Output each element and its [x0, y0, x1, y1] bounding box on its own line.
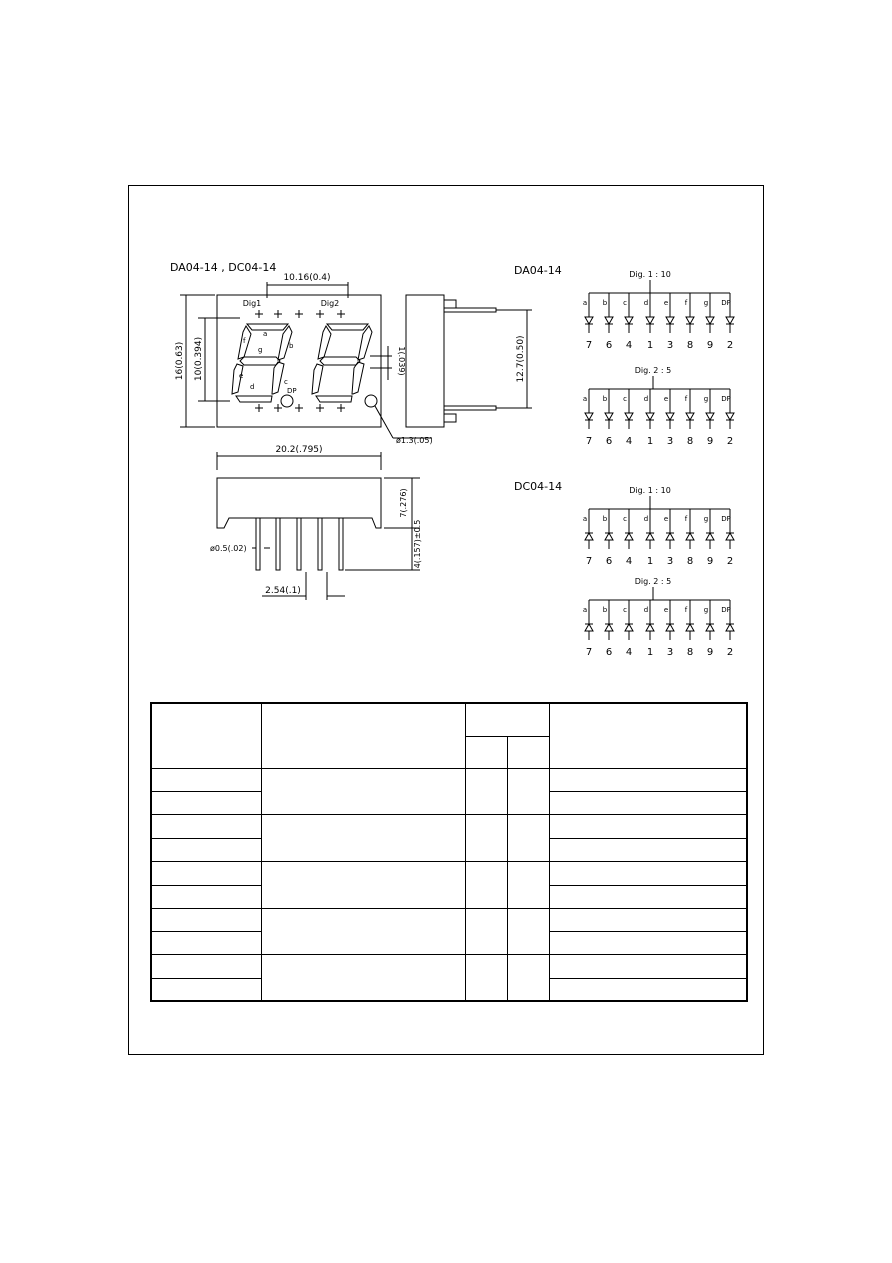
diode-symbol: [585, 624, 593, 631]
table-header-cell: [261, 703, 465, 768]
pin-markers: [255, 310, 345, 412]
diode-symbol: [625, 624, 633, 631]
segment-label: e: [663, 606, 669, 614]
diode-symbol: [726, 413, 734, 420]
seg-dp-label: DP: [287, 387, 297, 395]
segment-label: g: [703, 395, 709, 403]
dim-hole-label: ø1.3(.05): [396, 436, 433, 445]
segment-label: DP: [721, 395, 731, 403]
pin-number: 9: [706, 436, 714, 447]
seg-a-label: a: [263, 330, 268, 338]
table-cell: [151, 908, 261, 931]
table-cell: [549, 885, 747, 908]
table-cell: [549, 838, 747, 861]
diode-symbol: [686, 533, 694, 540]
pin-number: 7: [585, 556, 593, 567]
table-cell: [261, 861, 465, 908]
pin-number: 1: [646, 647, 654, 658]
pin-number: 6: [605, 556, 613, 567]
pin-number: 1: [646, 340, 654, 351]
table-header-cell: [465, 703, 549, 736]
diode-symbol: [625, 413, 633, 420]
segment-label: a: [582, 395, 588, 403]
diode-symbol: [605, 317, 613, 324]
pin-number: 8: [686, 340, 694, 351]
table-cell: [465, 861, 507, 908]
digit-2-dp: [365, 395, 377, 407]
pin-number: 3: [666, 647, 674, 658]
segment-label: b: [602, 606, 608, 614]
segment-label: e: [663, 299, 669, 307]
dim-pitch-label: 10.16(0.4): [283, 273, 331, 283]
table-cell: [507, 954, 549, 1001]
seg-b-label: b: [289, 342, 294, 350]
diode-symbol: [646, 317, 654, 324]
seg-g-label: g: [258, 346, 263, 354]
dc-circuit-title: DC04-14: [514, 480, 563, 493]
table-cell: [151, 954, 261, 978]
dim-pin-length-label: 4(.157)±0.5: [413, 519, 422, 569]
seg-f-label: f: [243, 337, 246, 345]
segment-label: f: [684, 299, 688, 307]
table-cell: [549, 768, 747, 791]
circuit-da-dig2: [583, 366, 734, 447]
segment-label: DP: [721, 299, 731, 307]
diode-symbol: [706, 624, 714, 631]
diode-symbol: [646, 413, 654, 420]
diode-symbol: [646, 533, 654, 540]
table-cell: [151, 838, 261, 861]
table-cell: [261, 908, 465, 954]
segment-label: a: [582, 299, 588, 307]
pin-number: 8: [686, 647, 694, 658]
diode-symbol: [625, 317, 633, 324]
pin-number: 1: [646, 436, 654, 447]
segment-label: f: [684, 395, 688, 403]
segment-label: d: [643, 606, 649, 614]
bottom-view-pins: [256, 518, 343, 570]
pin-number: 2: [726, 340, 734, 351]
segment-label: a: [582, 515, 588, 523]
segment-label: d: [643, 395, 649, 403]
segment-label: g: [703, 299, 709, 307]
table-cell: [507, 814, 549, 861]
digit-2-outline: [312, 324, 372, 402]
pin-number: 4: [625, 340, 633, 351]
seg-c-label: c: [284, 378, 288, 386]
diode-symbol: [706, 413, 714, 420]
pin-number: 7: [585, 340, 593, 351]
segment-label: b: [602, 395, 608, 403]
dig2-label: Dig2: [320, 299, 340, 308]
table-cell: [465, 954, 507, 1001]
table-cell: [549, 908, 747, 931]
pin-number: 2: [726, 556, 734, 567]
table-cell: [151, 885, 261, 908]
pin-number: 8: [686, 436, 694, 447]
pin-number: 4: [625, 556, 633, 567]
circuit-dc-dig1: [583, 486, 734, 567]
segment-label: e: [663, 395, 669, 403]
segment-label: b: [602, 515, 608, 523]
table-cell: [507, 768, 549, 814]
segment-label: d: [643, 299, 649, 307]
table-cell: [261, 768, 465, 814]
diode-symbol: [666, 413, 674, 420]
table-cell: [151, 931, 261, 954]
segment-label: g: [703, 606, 709, 614]
table-header-cell: [549, 703, 747, 768]
common-label: Dig. 1 : 10: [629, 486, 671, 495]
table-cell: [549, 954, 747, 978]
da-circuit-title: DA04-14: [514, 264, 562, 277]
diode-symbol: [666, 317, 674, 324]
table-cell: [549, 791, 747, 814]
table-cell: [151, 861, 261, 885]
diode-symbol: [666, 533, 674, 540]
segment-label: c: [623, 515, 627, 523]
pin-number: 7: [585, 436, 593, 447]
seg-e-label: e: [239, 372, 244, 380]
diode-symbol: [585, 413, 593, 420]
pin-number: 3: [666, 556, 674, 567]
pin-number: 7: [585, 647, 593, 658]
diode-symbol: [605, 413, 613, 420]
dim-width-label: 20.2(.795): [275, 445, 323, 455]
diode-symbol: [726, 624, 734, 631]
pin-number: 6: [605, 340, 613, 351]
pin-number: 9: [706, 647, 714, 658]
pin-number: 2: [726, 647, 734, 658]
pin-number: 2: [726, 436, 734, 447]
segment-label: c: [623, 299, 627, 307]
bottom-view-body: [217, 478, 381, 528]
diode-symbol: [726, 317, 734, 324]
spec-table: [150, 702, 748, 1002]
segment-label: d: [643, 515, 649, 523]
dim-digit-height-label: 10(0.394): [194, 336, 204, 382]
table-cell: [151, 978, 261, 1001]
table-cell: [549, 931, 747, 954]
dim-pin-diameter-label: ø0.5(.02): [210, 544, 247, 553]
pin-number: 1: [646, 556, 654, 567]
segment-label: c: [623, 395, 627, 403]
dim-pin-pitch-label: 2.54(.1): [265, 586, 301, 596]
table-cell: [465, 908, 507, 954]
segment-label: c: [623, 606, 627, 614]
dim-body-height-label: 7(.276): [399, 488, 408, 518]
diode-symbol: [686, 317, 694, 324]
pin-number: 6: [605, 647, 613, 658]
table-cell: [549, 814, 747, 838]
common-label: Dig. 2 : 5: [634, 577, 672, 586]
table-cell: [507, 908, 549, 954]
table-cell: [151, 791, 261, 814]
diode-symbol: [646, 624, 654, 631]
diode-symbol: [686, 624, 694, 631]
table-header-cell: [507, 736, 549, 768]
diode-symbol: [605, 533, 613, 540]
table-cell: [261, 954, 465, 1001]
front-view-title: DA04-14 , DC04-14: [170, 261, 277, 274]
pin-number: 6: [605, 436, 613, 447]
digit-1-outline: [232, 324, 292, 402]
segment-label: f: [684, 515, 688, 523]
diode-symbol: [726, 533, 734, 540]
diode-symbol: [706, 317, 714, 324]
dim-pin-spacing-label: 12.7(0.50): [516, 335, 526, 383]
digit-1-dp: [281, 395, 293, 407]
diode-symbol: [585, 533, 593, 540]
segment-label: DP: [721, 515, 731, 523]
table-header-cell: [465, 736, 507, 768]
table-cell: [151, 814, 261, 838]
segment-label: a: [582, 606, 588, 614]
dim-height-label: 16(0.63): [175, 341, 185, 381]
segment-label: e: [663, 515, 669, 523]
pin-number: 3: [666, 340, 674, 351]
dig1-label: Dig1: [242, 299, 262, 308]
pin-number: 4: [625, 647, 633, 658]
table-header-cell: [151, 703, 261, 768]
pin-number: 3: [666, 436, 674, 447]
diode-symbol: [706, 533, 714, 540]
diode-symbol: [686, 413, 694, 420]
pin-number: 8: [686, 556, 694, 567]
diode-symbol: [585, 317, 593, 324]
seg-d-label: d: [250, 383, 255, 391]
table-cell: [465, 768, 507, 814]
common-label: Dig. 2 : 5: [634, 366, 672, 375]
diode-symbol: [605, 624, 613, 631]
common-label: Dig. 1 : 10: [629, 270, 671, 279]
pin-number: 4: [625, 436, 633, 447]
table-cell: [549, 861, 747, 885]
pin-number: 9: [706, 340, 714, 351]
table-cell: [151, 768, 261, 791]
circuit-dc-dig2: [583, 577, 734, 658]
dim-segment-width-label: 1(.039): [397, 346, 406, 376]
table-cell: [507, 861, 549, 908]
table-cell: [465, 814, 507, 861]
circuit-da-dig1: [583, 270, 734, 351]
segment-label: g: [703, 515, 709, 523]
table-cell: [261, 814, 465, 861]
side-view-body: [406, 295, 444, 427]
table-cell: [549, 978, 747, 1001]
segment-label: f: [684, 606, 688, 614]
segment-label: b: [602, 299, 608, 307]
diode-symbol: [666, 624, 674, 631]
pin-number: 9: [706, 556, 714, 567]
diode-symbol: [625, 533, 633, 540]
segment-label: DP: [721, 606, 731, 614]
